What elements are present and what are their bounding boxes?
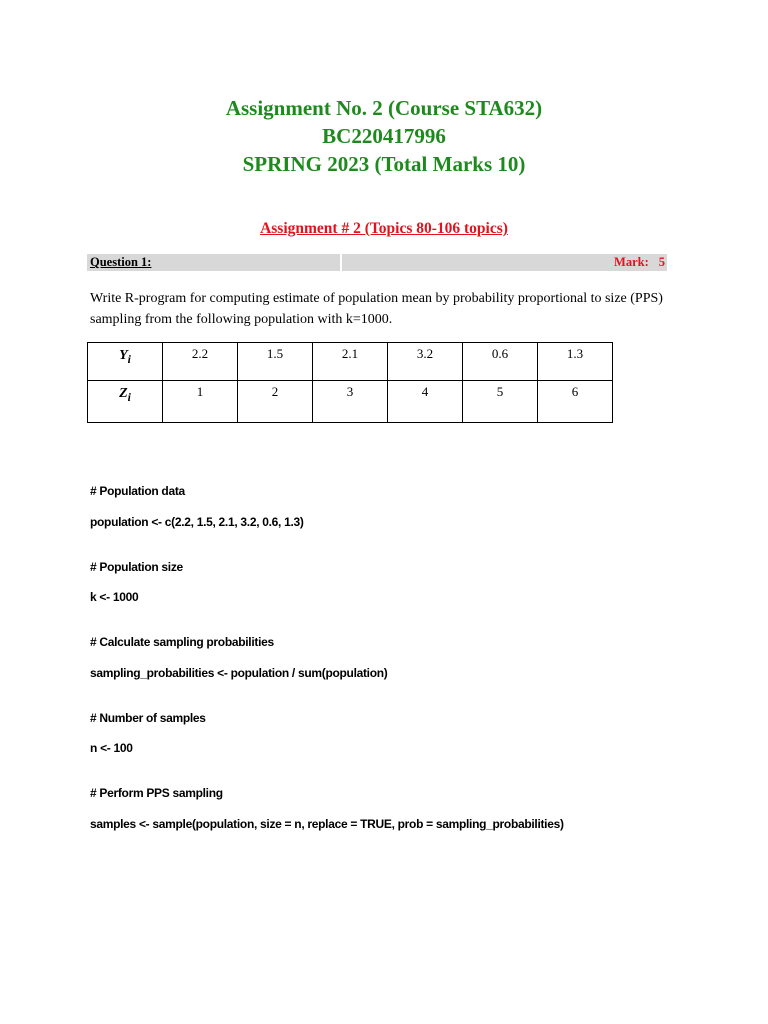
code-line: k <- 1000: [90, 590, 139, 604]
question-mark: [342, 254, 667, 271]
mark-value: 5: [658, 255, 665, 269]
table-cell: 0.6: [463, 343, 538, 381]
header-course-line: Assignment No. 2 (Course STA632): [225, 96, 543, 120]
question-text: Write R-program for computing estimate of population mean by probability proportional to size (PPS) sampling from the following population with k=1000.: [90, 291, 663, 327]
table-cell: 2.2: [163, 343, 238, 381]
code-comment: # Population data: [90, 484, 185, 498]
code-comment: # Number of samples: [90, 710, 206, 725]
header-semester-line: SPRING 2023 (Total Marks 10): [242, 152, 526, 176]
table-cell: 1.3: [538, 343, 613, 381]
table-row: [88, 381, 613, 423]
mark-label: Mark:: [614, 255, 649, 269]
code-line: population <- c(2.2, 1.5, 2.1, 3.2, 0.6, 1.3): [90, 514, 304, 529]
r-code-block: [90, 484, 710, 847]
code-comment: # Perform PPS sampling: [90, 786, 223, 800]
table-cell: 2.1: [313, 343, 388, 381]
assignment-subtitle: Assignment # 2 (Topics 80-106 topics): [260, 220, 508, 237]
table-cell: 1.5: [238, 343, 313, 381]
population-table: [87, 342, 613, 423]
code-line: samples <- sample(population, size = n, replace = TRUE, prob = sampling_probabilities): [90, 816, 564, 831]
question-label: Question 1:: [87, 254, 342, 271]
row-header-y: $Y_i$: [88, 343, 163, 381]
table-cell: 1: [163, 381, 238, 423]
table-cell: 2: [238, 381, 313, 423]
table-cell: 6: [538, 381, 613, 423]
table-cell: 3.2: [388, 343, 463, 381]
row-header-z: $Z_i$: [88, 381, 163, 423]
table-cell: 3: [313, 381, 388, 423]
table-cell: 5: [463, 381, 538, 423]
table-cell: 4: [388, 381, 463, 423]
header-student-id: BC220417996: [322, 124, 446, 148]
question-bar: [87, 254, 667, 271]
code-comment: # Population size: [90, 559, 183, 574]
code-line: sampling_probabilities <- population / sum(population): [90, 665, 388, 680]
code-comment: # Calculate sampling probabilities: [90, 635, 274, 649]
code-line: n <- 100: [90, 741, 133, 755]
table-row: [88, 343, 613, 381]
assignment-header: [0, 94, 768, 178]
